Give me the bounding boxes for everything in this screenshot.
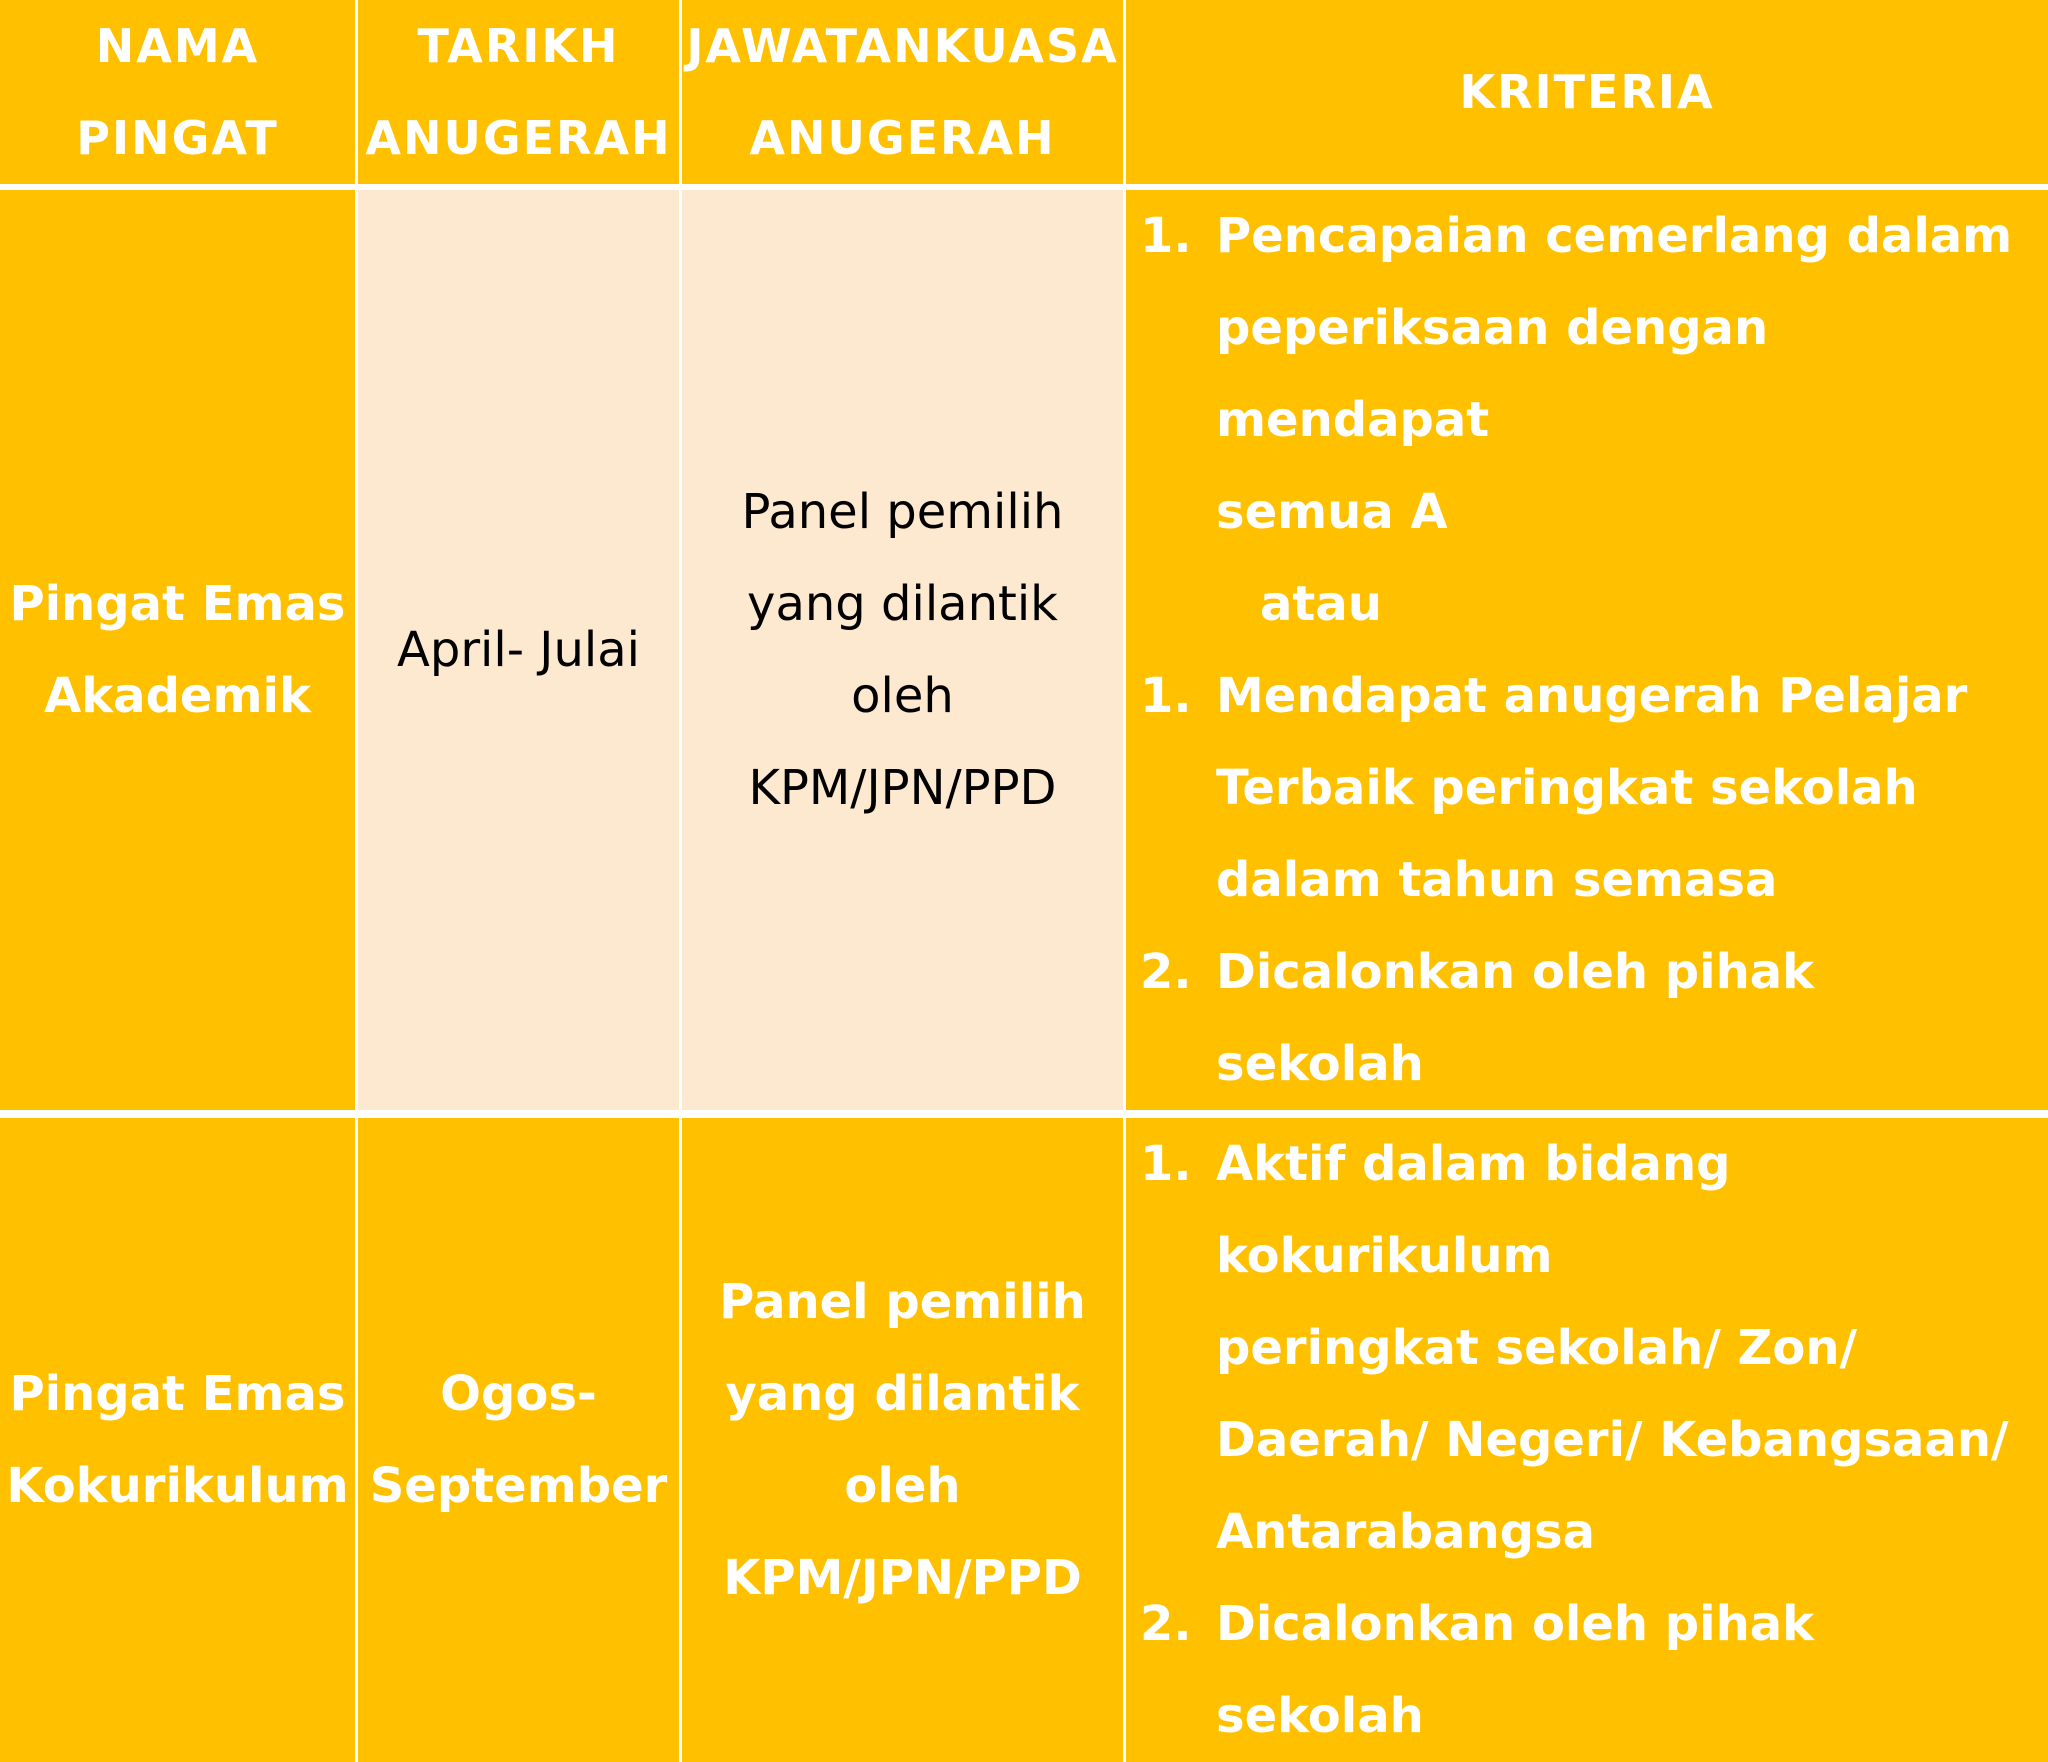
- cell-line: September: [369, 1458, 668, 1514]
- cell-line: Pingat Emas: [9, 1366, 346, 1422]
- cell-jawatankuasa: [682, 1118, 1126, 1762]
- cell-tarikh: [358, 190, 682, 1118]
- header-line: JAWATANKUASA: [686, 19, 1119, 73]
- criteria-text: [1216, 1578, 2030, 1762]
- criteria-item: [1140, 926, 2030, 1110]
- criteria-number: 1.: [1140, 668, 1192, 724]
- criteria-number: 2.: [1140, 944, 1192, 1000]
- cell-line: April- Julai: [397, 622, 640, 678]
- cell-jawatankuasa: [682, 190, 1126, 1118]
- cell-line: KPM/JPN/PPD: [723, 1550, 1082, 1606]
- criteria-text: [1216, 190, 2030, 558]
- criteria-connector: atau: [1260, 576, 1382, 632]
- cell-line: Akademik: [44, 668, 311, 724]
- criteria-text: [1216, 926, 2030, 1110]
- cell-line: Panel pemilih: [719, 1274, 1086, 1330]
- criteria-list: [1140, 190, 2030, 1110]
- header-line: ANUGERAH: [365, 111, 672, 165]
- header-nama-pingat: [0, 0, 358, 190]
- criteria-line: Daerah/ Negeri/ Kebangsaan/: [1216, 1412, 2009, 1468]
- criteria-item: [1140, 650, 2030, 926]
- criteria-line: Pencapaian cemerlang dalam: [1216, 208, 2013, 264]
- header-kriteria: [1126, 0, 2048, 190]
- criteria-item: [1140, 1578, 2030, 1762]
- criteria-line: peperiksaan dengan mendapat: [1216, 300, 1769, 448]
- header-line: TARIKH: [417, 19, 620, 73]
- header-jawatankuasa-anugerah: [682, 0, 1126, 190]
- criteria-line: Mendapat anugerah Pelajar: [1216, 668, 1968, 724]
- header-row: [0, 0, 2048, 190]
- cell-line: Kokurikulum: [6, 1458, 349, 1514]
- criteria-line: peringkat sekolah/ Zon/: [1216, 1320, 1858, 1376]
- criteria-number: 1.: [1140, 208, 1192, 264]
- criteria-line: dalam tahun semasa: [1216, 852, 1778, 908]
- cell-line: Ogos-: [440, 1366, 597, 1422]
- cell-tarikh: [358, 1118, 682, 1762]
- criteria-line: Terbaik peringkat sekolah: [1216, 760, 1918, 816]
- criteria-number: 2.: [1140, 1596, 1192, 1652]
- criteria-line: Dicalonkan oleh pihak sekolah: [1216, 1596, 1815, 1744]
- criteria-text: [1216, 1118, 2030, 1578]
- criteria-list: [1140, 1118, 2030, 1762]
- cell-nama-pingat: [0, 1118, 358, 1762]
- header-line: KRITERIA: [1459, 65, 1715, 119]
- cell-kriteria: [1126, 190, 2048, 1118]
- table-row-akademik: [0, 190, 2048, 1118]
- criteria-line: Aktif dalam bidang kokurikulum: [1216, 1136, 1731, 1284]
- header-tarikh-anugerah: [358, 0, 682, 190]
- criteria-line: Antarabangsa: [1216, 1504, 1595, 1560]
- criteria-item: [1140, 1118, 2030, 1578]
- header-line: ANUGERAH: [749, 111, 1056, 165]
- cell-line: yang dilantik: [747, 576, 1058, 632]
- cell-line: KPM/JPN/PPD: [748, 760, 1057, 816]
- criteria-line: semua A: [1216, 484, 1448, 540]
- cell-kriteria: [1126, 1118, 2048, 1762]
- cell-line: Pingat Emas: [9, 576, 346, 632]
- criteria-line: Dicalonkan oleh pihak sekolah: [1216, 944, 1815, 1092]
- cell-line: oleh: [844, 1458, 961, 1514]
- header-line: NAMA: [95, 19, 260, 73]
- header-line: PINGAT: [76, 111, 279, 165]
- cell-line: yang dilantik: [725, 1366, 1080, 1422]
- table-row-kokurikulum: [0, 1118, 2048, 1762]
- criteria-text: [1216, 650, 2030, 926]
- criteria-item: [1140, 190, 2030, 558]
- cell-line: Panel pemilih: [741, 484, 1064, 540]
- cell-nama-pingat: [0, 190, 358, 1118]
- criteria-number: 1.: [1140, 1136, 1192, 1192]
- cell-line: oleh: [851, 668, 954, 724]
